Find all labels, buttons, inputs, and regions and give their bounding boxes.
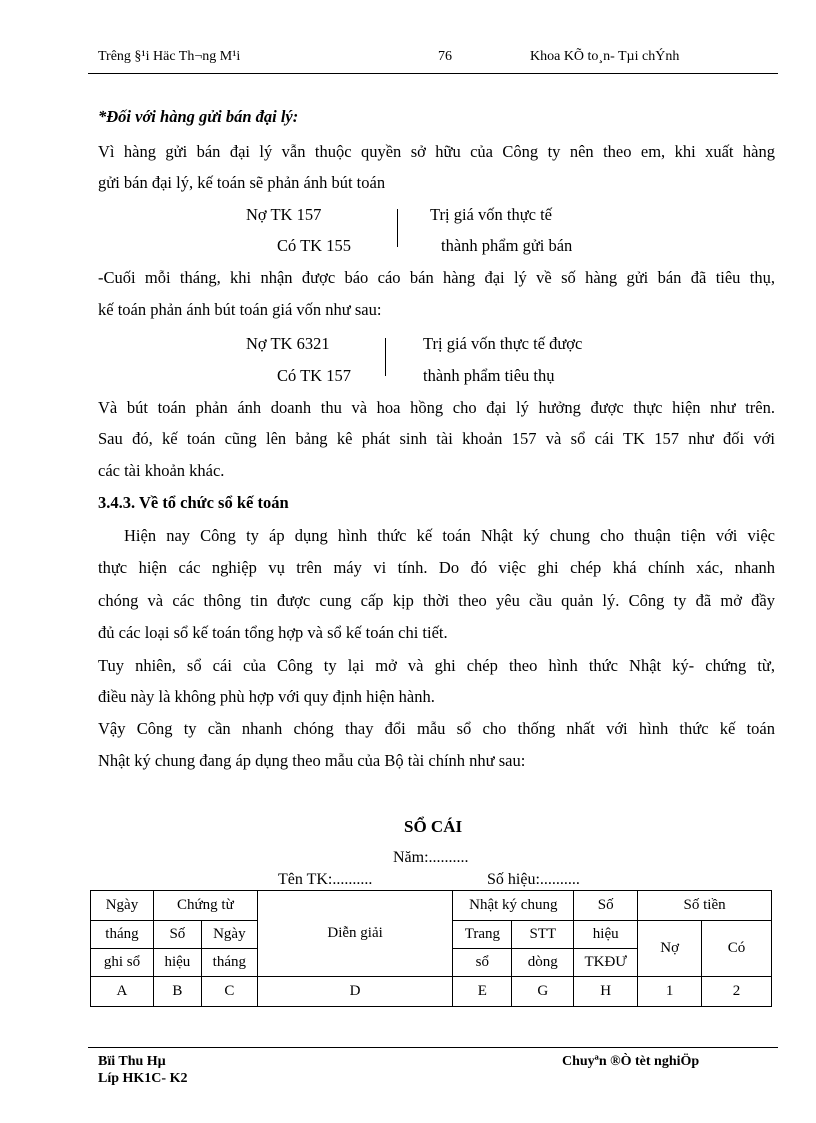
header-left: Trêng §¹i Häc Th¬ng M¹i <box>98 49 241 64</box>
entry1-debit: Nợ TK 157 <box>246 205 322 224</box>
col-line-header: dòng <box>512 949 574 977</box>
paragraph-line: đủ các loại sổ kế toán tổng hợp và sổ kế toán chi tiết. <box>98 623 448 642</box>
paragraph-line: Và bút toán phản ánh doanh thu và hoa hồng cho đại lý hưởng được thực hiện như trên. <box>98 398 775 417</box>
col-contra-header: Số <box>574 891 638 921</box>
ledger-account-code: Số hiệu:.......... <box>487 871 580 888</box>
entry2-credit: Có TK 157 <box>277 366 351 385</box>
entry2-desc: thành phẩm tiêu thụ <box>423 366 555 385</box>
paragraph-line: Vậy Công ty cần nhanh chóng thay đổi mẫu sổ cho thống nhất với hình thức kế toán <box>98 719 775 738</box>
paragraph-line: Hiện nay Công ty áp dụng hình thức kế toán Nhật ký chung cho thuận tiện với việc <box>124 526 775 545</box>
col-credit-header: Có <box>702 921 772 977</box>
col-voucher-date-header: tháng <box>201 949 257 977</box>
section-heading: 3.4.3. Về tổ chức sổ kế toán <box>98 493 289 512</box>
paragraph-line: điều này là không phù hợp với quy định hiện hành. <box>98 687 435 706</box>
column-code: B <box>153 977 201 1007</box>
paragraph-line: Vì hàng gửi bán đại lý vẫn thuộc quyền sở hữu của Công ty nên theo em, khi xuất hàng <box>98 142 775 161</box>
footer-right: Chuyªn ®Ò tèt nghiÖp <box>562 1054 700 1069</box>
consignment-heading: *Đối với hàng gửi bán đại lý: <box>98 107 299 126</box>
column-code: D <box>257 977 453 1007</box>
ledger-table <box>90 890 772 1007</box>
footer-author: Bïi Thu Hµ <box>98 1054 166 1069</box>
col-date-header: tháng <box>91 921 154 949</box>
col-page-header: Trang <box>453 921 512 949</box>
column-code: H <box>574 977 638 1007</box>
col-description-header: Diễn giải <box>257 891 453 977</box>
col-debit-header: Nợ <box>638 921 702 977</box>
ledger-account-name: Tên TK:.......... <box>278 871 373 888</box>
col-date-header: ghi sổ <box>91 949 154 977</box>
paragraph-line: -Cuối mỗi tháng, khi nhận được báo cáo bán hàng đại lý về số hàng gửi bán đã tiêu thụ, <box>98 268 775 287</box>
entry2-separator <box>385 338 386 376</box>
col-line-header: STT <box>512 921 574 949</box>
paragraph-line: chóng và các thông tin được cung cấp kịp thời theo yêu cầu quản lý. Công ty đã mở đầy <box>98 591 775 610</box>
column-code: 1 <box>638 977 702 1007</box>
paragraph-line: Tuy nhiên, sổ cái của Công ty lại mở và ghi chép theo hình thức Nhật ký- chứng từ, <box>98 656 775 675</box>
header-rule <box>88 73 778 74</box>
column-code: G <box>512 977 574 1007</box>
page-number: 76 <box>438 49 452 64</box>
paragraph-line: kế toán phản ánh bút toán giá vốn như sau: <box>98 300 382 319</box>
col-date-header: Ngày <box>91 891 154 921</box>
paragraph-line: Nhật ký chung đang áp dụng theo mẫu của Bộ tài chính như sau: <box>98 751 526 770</box>
ledger-title: SỔ CÁI <box>404 817 463 836</box>
voucher-group-header: Chứng từ <box>153 891 257 921</box>
entry1-desc: Trị giá vốn thực tế <box>430 205 552 224</box>
col-voucher-no-header: hiệu <box>153 949 201 977</box>
entry2-debit: Nợ TK 6321 <box>246 334 330 353</box>
column-code: A <box>91 977 154 1007</box>
header-right: Khoa KÕ to¸n- Tµi chÝnh <box>530 49 680 64</box>
entry2-desc: Trị giá vốn thực tế được <box>423 334 583 353</box>
entry1-separator <box>397 209 398 247</box>
paragraph-line: các tài khoản khác. <box>98 461 225 480</box>
col-voucher-no-header: Số <box>153 921 201 949</box>
column-code: C <box>201 977 257 1007</box>
footer-class: Líp HK1C- K2 <box>98 1071 188 1086</box>
column-code: 2 <box>702 977 772 1007</box>
col-contra-header: TKĐƯ <box>574 949 638 977</box>
paragraph-line: thực hiện các nghiệp vụ trên máy vi tính. Do đó việc ghi chép khá chính xác, nhanh <box>98 558 775 577</box>
amount-group-header: Số tiền <box>638 891 772 921</box>
col-contra-header: hiệu <box>574 921 638 949</box>
col-page-header: sổ <box>453 949 512 977</box>
column-code: E <box>453 977 512 1007</box>
entry1-desc: thành phẩm gửi bán <box>441 236 573 255</box>
ledger-year: Năm:.......... <box>393 849 469 866</box>
entry1-credit: Có TK 155 <box>277 236 351 255</box>
paragraph-line: Sau đó, kế toán cũng lên bảng kê phát sinh tài khoản 157 và sổ cái TK 157 như đối với <box>98 429 775 448</box>
footer-rule <box>88 1047 778 1048</box>
col-voucher-date-header: Ngày <box>201 921 257 949</box>
paragraph-line: gửi bán đại lý, kế toán sẽ phản ánh bút toán <box>98 173 386 192</box>
journal-group-header: Nhật ký chung <box>453 891 574 921</box>
